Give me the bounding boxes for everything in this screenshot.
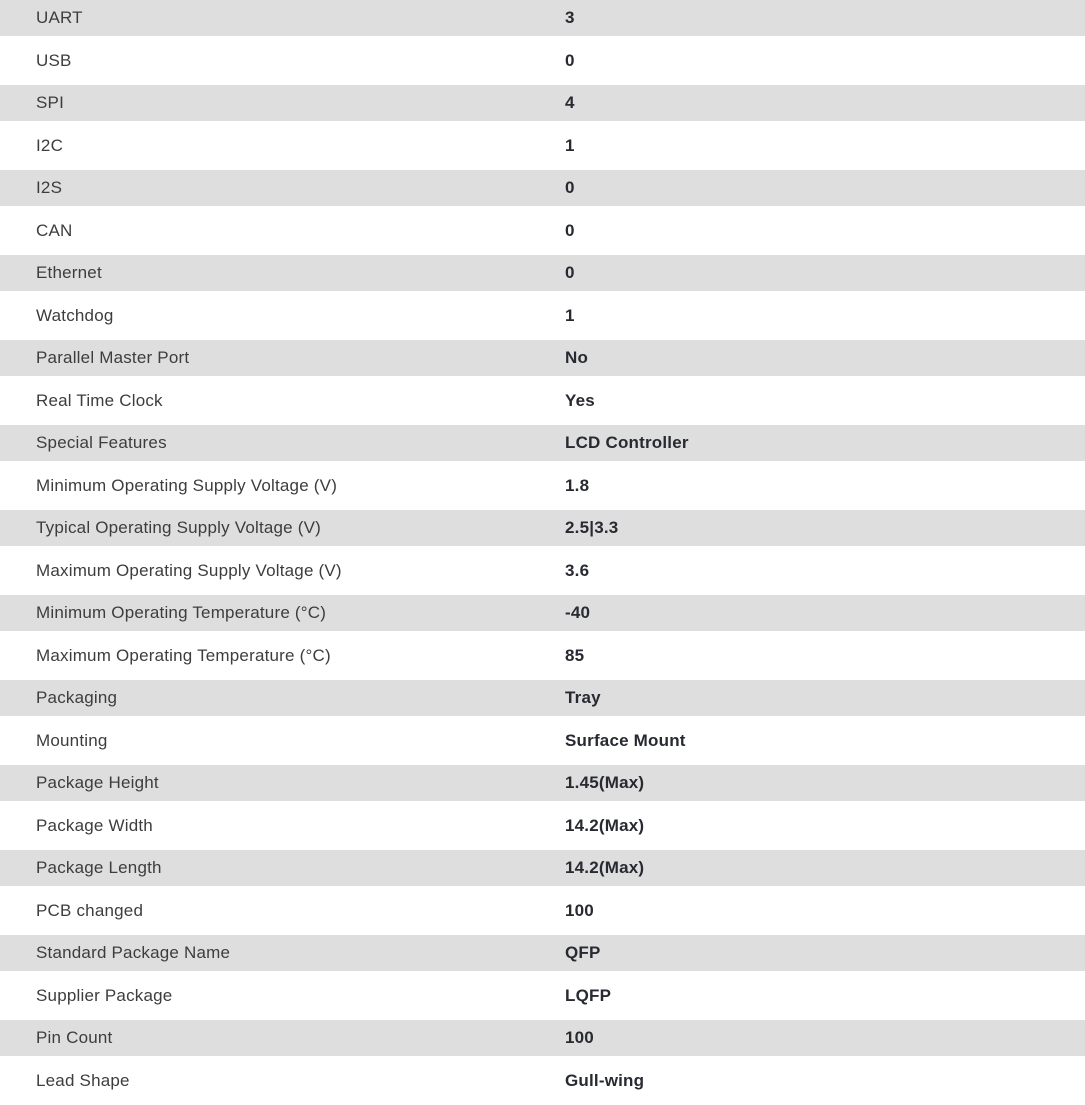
- spec-label: Maximum Operating Supply Voltage (V): [36, 560, 342, 580]
- spec-value: 100: [565, 1028, 594, 1047]
- table-row: [0, 595, 1085, 631]
- spec-value: LQFP: [565, 985, 612, 1005]
- spec-label: Minimum Operating Temperature (°C): [36, 603, 327, 622]
- spec-label: I2S: [36, 178, 63, 197]
- table-row: [0, 638, 1085, 674]
- spec-value: 1.8: [565, 475, 590, 495]
- spec-value: QFP: [565, 943, 601, 962]
- table-row: [0, 553, 1085, 589]
- table-row: [0, 935, 1085, 971]
- spec-label: Packaging: [36, 688, 118, 707]
- table-row: [0, 255, 1085, 291]
- spec-value: 0: [565, 178, 575, 197]
- spec-value: 0: [565, 263, 575, 282]
- spec-label: Minimum Operating Supply Voltage (V): [36, 475, 338, 495]
- spec-value: 0: [565, 220, 575, 240]
- spec-value: 1: [565, 305, 575, 325]
- table-row: [0, 85, 1085, 121]
- spec-value: 1: [565, 135, 575, 155]
- spec-label: Parallel Master Port: [36, 348, 190, 367]
- spec-value: 14.2(Max): [565, 815, 645, 835]
- spec-label: Pin Count: [36, 1028, 113, 1047]
- spec-label: Package Height: [36, 773, 159, 792]
- spec-value: No: [565, 348, 589, 367]
- table-row: [0, 850, 1085, 886]
- table-row: [0, 1020, 1085, 1056]
- table-row: [0, 893, 1085, 929]
- table-row: [0, 765, 1085, 801]
- spec-label: Typical Operating Supply Voltage (V): [36, 518, 322, 537]
- table-row: [0, 213, 1085, 249]
- table-row: [0, 510, 1085, 546]
- table-row: [0, 0, 1085, 36]
- table-row: [0, 340, 1085, 376]
- spec-value: -40: [565, 603, 591, 622]
- spec-label: Real Time Clock: [36, 390, 163, 410]
- table-row: [0, 680, 1085, 716]
- spec-label: USB: [36, 50, 72, 70]
- table-row: [0, 383, 1085, 419]
- spec-label: Watchdog: [36, 305, 114, 325]
- spec-label: Lead Shape: [36, 1070, 130, 1090]
- spec-value: Yes: [565, 390, 595, 410]
- spec-value: 2.5|3.3: [565, 518, 619, 537]
- table-row: [0, 468, 1085, 504]
- table-row: [0, 43, 1085, 79]
- spec-label: Ethernet: [36, 263, 102, 282]
- table-row: [0, 425, 1085, 461]
- spec-value: 0: [565, 50, 575, 70]
- spec-label: Package Length: [36, 858, 162, 877]
- spec-value: 1.45(Max): [565, 773, 645, 792]
- spec-value: 14.2(Max): [565, 858, 645, 877]
- table-row: [0, 1063, 1085, 1099]
- spec-value: Tray: [565, 688, 601, 707]
- spec-value: 3.6: [565, 560, 590, 580]
- spec-value: 4: [565, 93, 575, 112]
- table-row: [0, 978, 1085, 1014]
- spec-value: 3: [565, 8, 575, 27]
- spec-value: 85: [565, 645, 585, 665]
- spec-label: Supplier Package: [36, 985, 173, 1005]
- spec-label: Standard Package Name: [36, 943, 231, 962]
- spec-label: SPI: [36, 93, 65, 112]
- table-row: [0, 128, 1085, 164]
- spec-label: PCB changed: [36, 900, 144, 920]
- spec-value: 100: [565, 900, 594, 920]
- table-row: [0, 170, 1085, 206]
- spec-label: Maximum Operating Temperature (°C): [36, 645, 331, 665]
- spec-label: Special Features: [36, 433, 167, 452]
- spec-label: UART: [36, 8, 83, 27]
- spec-value: LCD Controller: [565, 433, 689, 452]
- spec-value: Gull-wing: [565, 1070, 645, 1090]
- spec-label: Package Width: [36, 815, 153, 835]
- spec-value: Surface Mount: [565, 730, 686, 750]
- table-row: [0, 723, 1085, 759]
- spec-label: CAN: [36, 220, 73, 240]
- table-row: [0, 808, 1085, 844]
- table-row: [0, 298, 1085, 334]
- spec-label: Mounting: [36, 730, 108, 750]
- spec-label: I2C: [36, 135, 64, 155]
